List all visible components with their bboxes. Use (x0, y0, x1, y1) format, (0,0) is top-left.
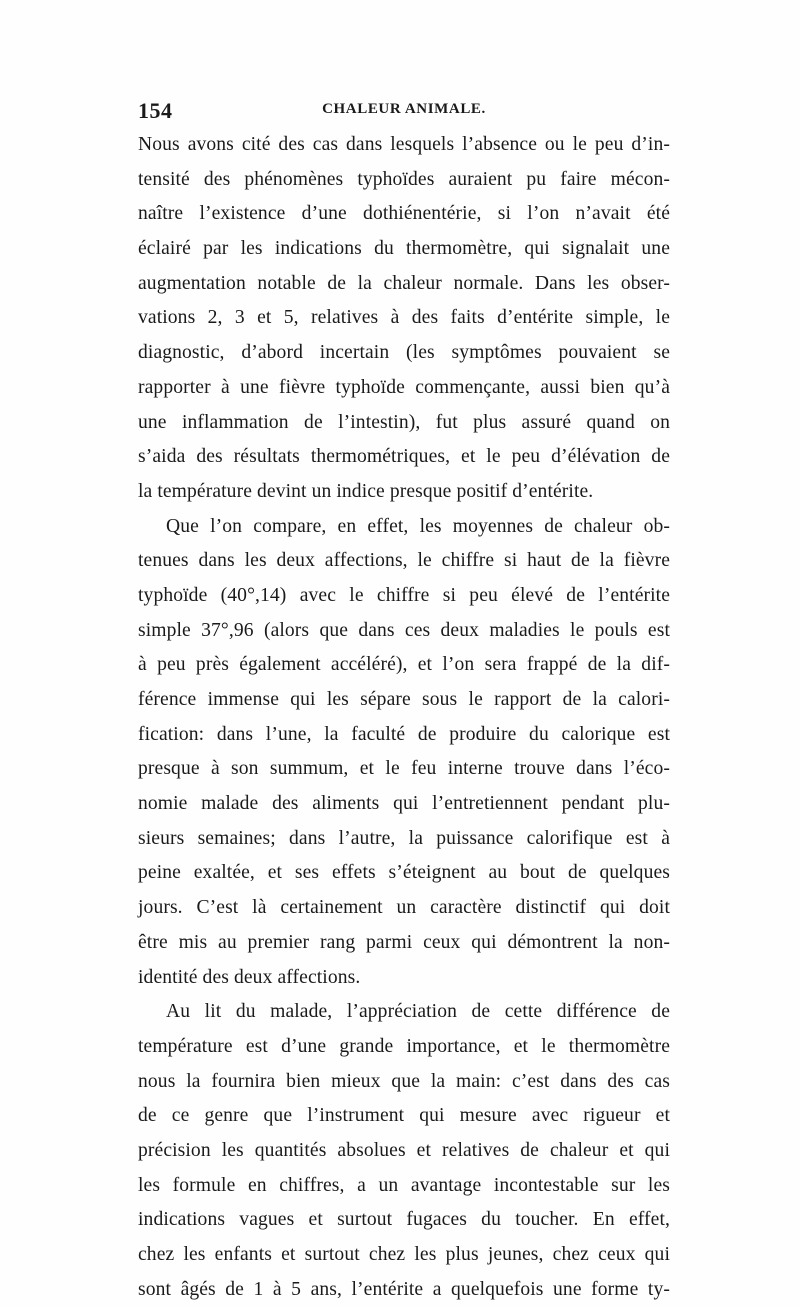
text-line: à peu près également accéléré), et l’on sera frappé de la dif- (138, 654, 670, 676)
text-line: Nous avons cité des cas dans lesquels l’absence ou le peu d’in- (138, 134, 670, 155)
text-line: diagnostic, d’abord incertain (les symptômes pouvaient se (138, 342, 670, 364)
text-line: s’aida des résultats thermométriques, et le peu d’élévation de (138, 446, 670, 468)
text-line: presque à son summum, et le feu interne trouve dans l’éco- (138, 758, 670, 780)
page-number: 154 (138, 98, 173, 123)
text-line: de ce genre que l’instrument qui mesure avec rigueur et (138, 1105, 670, 1127)
text-line: nous la fournira bien mieux que la main: c’est dans des cas (138, 1070, 670, 1092)
text-line: température est d’une grande importance, et le thermomètre (138, 1035, 670, 1057)
text-line: la température devint un indice presque positif d’entérite. (138, 480, 594, 502)
text-line: naître l’existence d’une dothiénentérie, si l’on n’avait été (138, 203, 670, 225)
text-line: fication: dans l’une, la faculté de produire du calorique est (138, 723, 670, 745)
text-line: vations 2, 3 et 5, relatives à des faits d’entérite simple, le (138, 307, 670, 329)
text-line: simple 37°,96 (alors que dans ces deux maladies le pouls est (138, 619, 670, 641)
running-head: CHALEUR ANIMALE. (322, 101, 486, 117)
body-text (138, 128, 670, 1307)
book-page (138, 98, 670, 1307)
text-line: chez les enfants et surtout chez les plus jeunes, chez ceux qui (138, 1244, 670, 1265)
text-line: rapporter à une fièvre typhoïde commençante, aussi bien qu’à (138, 376, 670, 398)
text-line: sieurs semaines; dans l’autre, la puissance calorifique est à (138, 827, 670, 849)
text-line: sont âgés de 1 à 5 ans, l’entérite a quelquefois une forme ty- (138, 1278, 670, 1300)
text-line: tenues dans les deux affections, le chiffre si haut de la fièvre (138, 550, 670, 572)
text-line: peine exaltée, et ses effets s’éteignent au bout de quelques (138, 862, 670, 884)
page-header (138, 98, 670, 128)
text-line: jours. C’est là certainement un caractère distinctif qui doit (138, 897, 670, 919)
text-line: férence immense qui les sépare sous le rapport de la calori- (138, 689, 670, 710)
text-line: tensité des phénomènes typhoïdes auraient pu faire mécon- (138, 168, 670, 190)
text-line: identité des deux affections. (138, 966, 361, 988)
text-line: éclairé par les indications du thermomètre, qui signalait une (138, 238, 670, 260)
text-line: Au lit du malade, l’appréciation de cette différence de (166, 1001, 670, 1023)
text-line: nomie malade des aliments qui l’entretiennent pendant plu- (138, 793, 670, 815)
text-line: les formule en chiffres, a un avantage incontestable sur les (138, 1174, 670, 1196)
text-line: augmentation notable de la chaleur normale. Dans les obser- (138, 272, 670, 294)
text-line: une inflammation de l’intestin), fut plus assuré quand on (138, 411, 670, 433)
text-line: précision les quantités absolues et relatives de chaleur et qui (138, 1139, 670, 1161)
text-line: indications vagues et surtout fugaces du toucher. En effet, (138, 1209, 670, 1231)
text-line: être mis au premier rang parmi ceux qui démontrent la non- (138, 931, 670, 953)
text-line: Que l’on compare, en effet, les moyennes de chaleur ob- (166, 515, 670, 537)
text-line: typhoïde (40°,14) avec le chiffre si peu élevé de l’entérite (138, 584, 670, 606)
